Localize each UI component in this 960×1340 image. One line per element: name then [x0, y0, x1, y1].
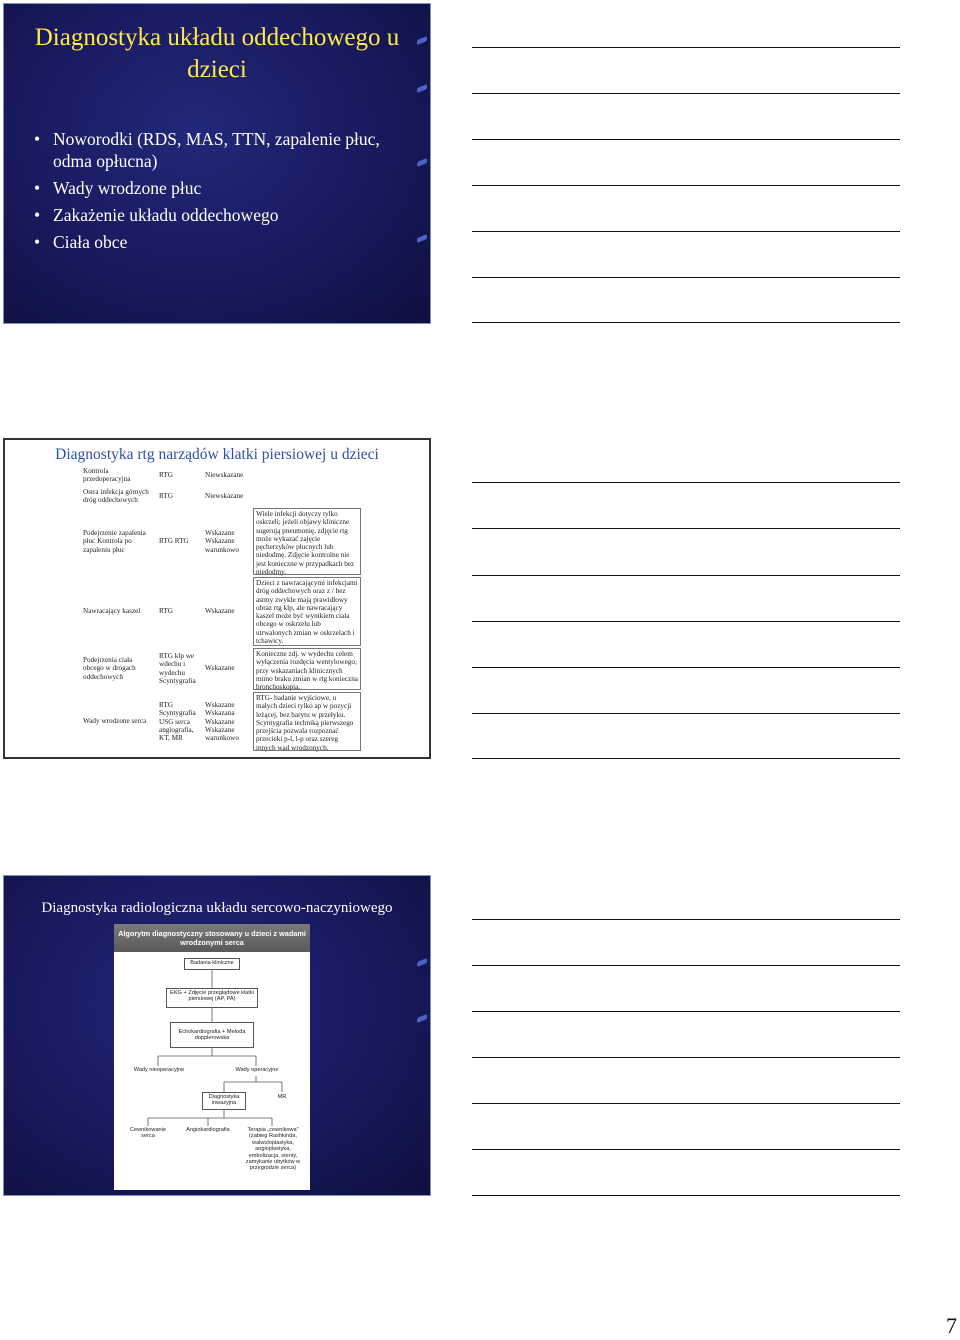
table-cell-exam: RTG RTG [159, 537, 189, 545]
flow-node-non-operable: Wady nieoperacyjne [133, 1067, 185, 1073]
table-cell-comment: Dzieci z nawracającymi infekcjami dróg oddechowych oraz z / bez astmy zwykle mają prawidłowy obraz rtg klp, ale nawracający kaszel może być wynikiem ciała obcego w oskrzelu lub utrwalonych zmian w oskrzelach i tchawicy. [253, 577, 361, 646]
slide-respiratory-diagnostics [3, 3, 431, 324]
slide1-bullet-list [34, 128, 400, 258]
table-cell-indication: Nawracający kaszel [83, 607, 141, 615]
note-line [472, 621, 900, 622]
bullet-item: • Ciała obce [34, 231, 400, 253]
flow-node-catheterization: Cewnikowanie serca [129, 1127, 167, 1140]
flowchart-congenital-heart-defects [114, 924, 310, 1190]
decor-stripe [417, 158, 427, 167]
slide-cardiovascular-diagnostics [3, 875, 431, 1196]
slide1-title: Diagnostyka układu oddechowego u dzieci [34, 24, 400, 83]
table-cell-comment: Konieczne zdj. w wydechu celem wyłączenia rozdęcia wentylowego; przy wskazaniach klinicznych mimo braku zmian w rtg konieczna bronchoskopia. [253, 648, 361, 690]
table-cell-exam: RTG klp we wdechu i wydechu Scyntygrafia [159, 652, 196, 685]
note-line [472, 1011, 900, 1012]
note-line [472, 277, 900, 278]
table-cell-indication: Wady wrodzone serca [83, 717, 147, 725]
decor-stripe [417, 234, 427, 243]
note-line [472, 575, 900, 576]
flow-node-echocardiography: Echokardiografia + Metoda dopplerowska [170, 1022, 254, 1048]
note-line [472, 758, 900, 759]
table-cell-indication: Podejrzenia ciała obcego w drogach oddechowych [83, 656, 136, 681]
table-cell-comment: RTG- badanie wyjściowe, u małych dzieci tylko ap w pozycji leżącej, bez barytu w przełyku. Scyntygrafia techniką pierwszego przejścia pozwala rozpoznać przecieki p-l, l-p oraz szereg innych wad wrodzonych. [253, 692, 361, 751]
flow-node-clinical-exam: Badania kliniczne [184, 958, 240, 970]
note-line [472, 231, 900, 232]
note-line [472, 93, 900, 94]
note-line [472, 528, 900, 529]
bullet-item: • Wady wrodzone płuc [34, 177, 400, 199]
table-cell-recommendation: Niewskazane [205, 492, 244, 500]
slide-chest-xray-table [3, 438, 431, 759]
note-line [472, 1149, 900, 1150]
note-line [472, 919, 900, 920]
table-cell-exam: RTG [159, 607, 173, 615]
note-line [472, 1103, 900, 1104]
table-cell-comment: Wiele infekcji dotyczy tylko oskrzeli; jeżeli objawy kliniczne sugerują pneumonię, zdjęcie rtg może wykazać zajęcie pęcherzyków płucnych lub niedodmę. Zdjęcie kontrolne nie jest konieczne w przypadkach bez niedodmy. [253, 508, 361, 575]
bullet-item: • Noworodki (RDS, MAS, TTN, zapalenie płuc, odma opłucna) [34, 128, 400, 172]
note-line [472, 322, 900, 323]
table-cell-indication: Podejrzenie zapalenia płuc Kontrola po zapaleniu płuc [83, 529, 146, 554]
table-cell-recommendation: Wskazane [205, 664, 235, 672]
table-cell-exam: RTG [159, 471, 173, 479]
table-cell-recommendation: Wskazane Wskazana Wskazane Wskazane warunkowo [205, 701, 239, 743]
note-line [472, 47, 900, 48]
flow-node-mr: MR [277, 1094, 287, 1100]
table-cell-indication: Ostra infekcja górnych dróg oddechowych [83, 488, 149, 505]
slide2-title: Diagnostyka rtg narządów klatki piersiowej u dzieci [55, 446, 379, 463]
note-line [472, 482, 900, 483]
table-cell-recommendation: Wskazane [205, 607, 235, 615]
flow-node-angiocardiography: Angiokardiografia [186, 1127, 230, 1133]
note-line [472, 1057, 900, 1058]
table-cell-recommendation: Niewskazane [205, 471, 244, 479]
note-line [472, 1195, 900, 1196]
note-line [472, 185, 900, 186]
flow-node-catheter-therapy: Terapia „cewnikowa” (zabieg Rashkinda, walwuloplastyka, angioplastyka, embolizacja, stenty, zamykanie ubytków w przegrodzie serca) [245, 1127, 301, 1172]
slide3-title: Diagnostyka radiologiczna układu sercowo-naczyniowego [41, 900, 393, 916]
page-number: 7 [946, 1313, 957, 1338]
note-line [472, 667, 900, 668]
decor-stripe [417, 1014, 427, 1023]
bullet-item: • Zakażenie układu oddechowego [34, 204, 400, 226]
table-cell-recommendation: Wskazane Wskazane warunkowo [205, 529, 239, 554]
flowchart-header: Algorytm diagnostyczny stosowany u dzieci z wadami wrodzonymi serca [114, 924, 310, 952]
flow-node-operable: Wady operacyjne [235, 1067, 279, 1073]
table-cell-exam: RTG [159, 492, 173, 500]
note-line [472, 713, 900, 714]
note-line [472, 139, 900, 140]
flow-node-ekg-xray: EKG + Zdjęcie przeglądowe klatki piersiowej (AP, PA) [166, 988, 258, 1008]
decor-stripe [417, 958, 427, 967]
note-line [472, 965, 900, 966]
table-cell-exam: RTG Scyntygrafia USG serca angiografia, KT, MR [159, 701, 196, 743]
table-cell-indication: Kontrola przedoperacyjna [83, 467, 131, 484]
flow-node-invasive-diagnostics: Diagnostyka inwazyjna [202, 1092, 246, 1110]
